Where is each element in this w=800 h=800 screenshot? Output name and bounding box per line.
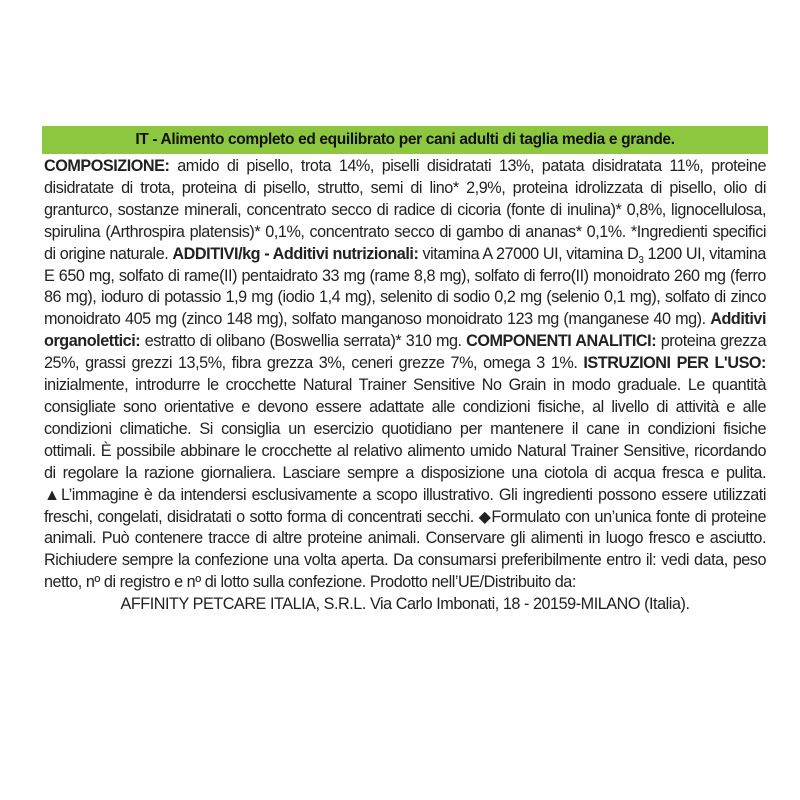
additives-text-1: vitamina A 27000 UI, vitamina D [418, 244, 639, 263]
distributor-line: AFFINITY PETCARE ITALIA, S.R.L. Via Carlo Imbonati, 18 - 20159-MILANO (Italia). [120, 595, 690, 614]
organoleptic-text: estratto di olibano (Boswellia serrata)* 310 mg. [140, 332, 467, 351]
composition-heading: COMPOSIZIONE: [44, 157, 170, 175]
label-body [42, 154, 768, 594]
analytics-heading: COMPONENTI ANALITICI: [466, 332, 657, 351]
vitamin-d-subscript: 3 [638, 254, 644, 266]
instructions-heading: ISTRUZIONI PER L'USO: [583, 354, 766, 373]
analytics-text: proteina grezza 25%, grassi grezzi 13,5%, fibra grezza 3%, ceneri grezze 7%, omega 3 1%. [44, 332, 766, 373]
composition-text: amido di pisello, trota 14%, piselli disidratati 13%, patata disidratata 11%, proteine disidratate di trota, proteina di pisello, strutto, semi di lino* 2,9%, proteina idrolizzata di pisello, olio di granturco, sostanze minerali, concentrato secco di radice di cicoria (fonte di inulina)* 0,8%, lignocellulosa, spirulina (Arthrospira platensis)* 0,1%, concentrato secco di gambo di ananas* 0,1%. *Ingredienti specifici di origine naturale. [44, 157, 766, 263]
additives-text-2: 1200 UI, vitamina E 650 mg, solfato di rame(II) pentaidrato 33 mg (rame 8,8 mg), solfato di ferro(II) monoidrato 260 mg (ferro 86 mg), ioduro di potassio 1,9 mg (iodio 1,4 mg), selenito di sodio 0,2 mg (selenio 0,1 mg), solfato di zinco monoidrato 405 mg (zinco 148 mg), solfato manganoso monoidrato 123 mg (manganese 40 mg). [44, 244, 766, 329]
additives-heading: ADDITIVI/kg - Additivi nutrizionali: [172, 244, 419, 263]
product-label [42, 126, 768, 616]
instructions-text: inizialmente, introdurre le crocchette Natural Trainer Sensitive No Grain in modo graduale. Le quantità consigliate sono orientative e devono essere adattate alle condizioni fisiche, al livello di attività e alle condizioni climatiche. Si consiglia un esercizio quotidiano per mantenere il cane in condizioni fisiche ottimali. È possibile abbinare le crocchette al relativo alimento umido Natural Trainer Sensitive, ricordando di regolare la razione giornaliera. Lasciare sempre a disposizione una ciotola di acqua fresca e pulita. ▲L’immagine è da intendersi esclusivamente a scopo illustrativo. Gli ingredienti possono essere utilizzati freschi, congelati, disidratati o sotto forma di concentrati secchi. ◆Formulato con un’unica fonte di proteine animali. Può contenere tracce di altre proteine animali. Conservare gli alimenti in luogo fresco e asciutto. Richiudere sempre la confezione una volta aperta. Da consumarsi preferibilmente entro il: vedi data, peso netto, nº di registro e nº di lotto sulla confezione. Prodotto nell’UE/Distribuito da: [44, 376, 766, 592]
label-header: IT - Alimento completo ed equilibrato per cani adulti di taglia media e grande. [42, 126, 768, 154]
organoleptic-heading: Additivi organolettici: [44, 310, 766, 351]
